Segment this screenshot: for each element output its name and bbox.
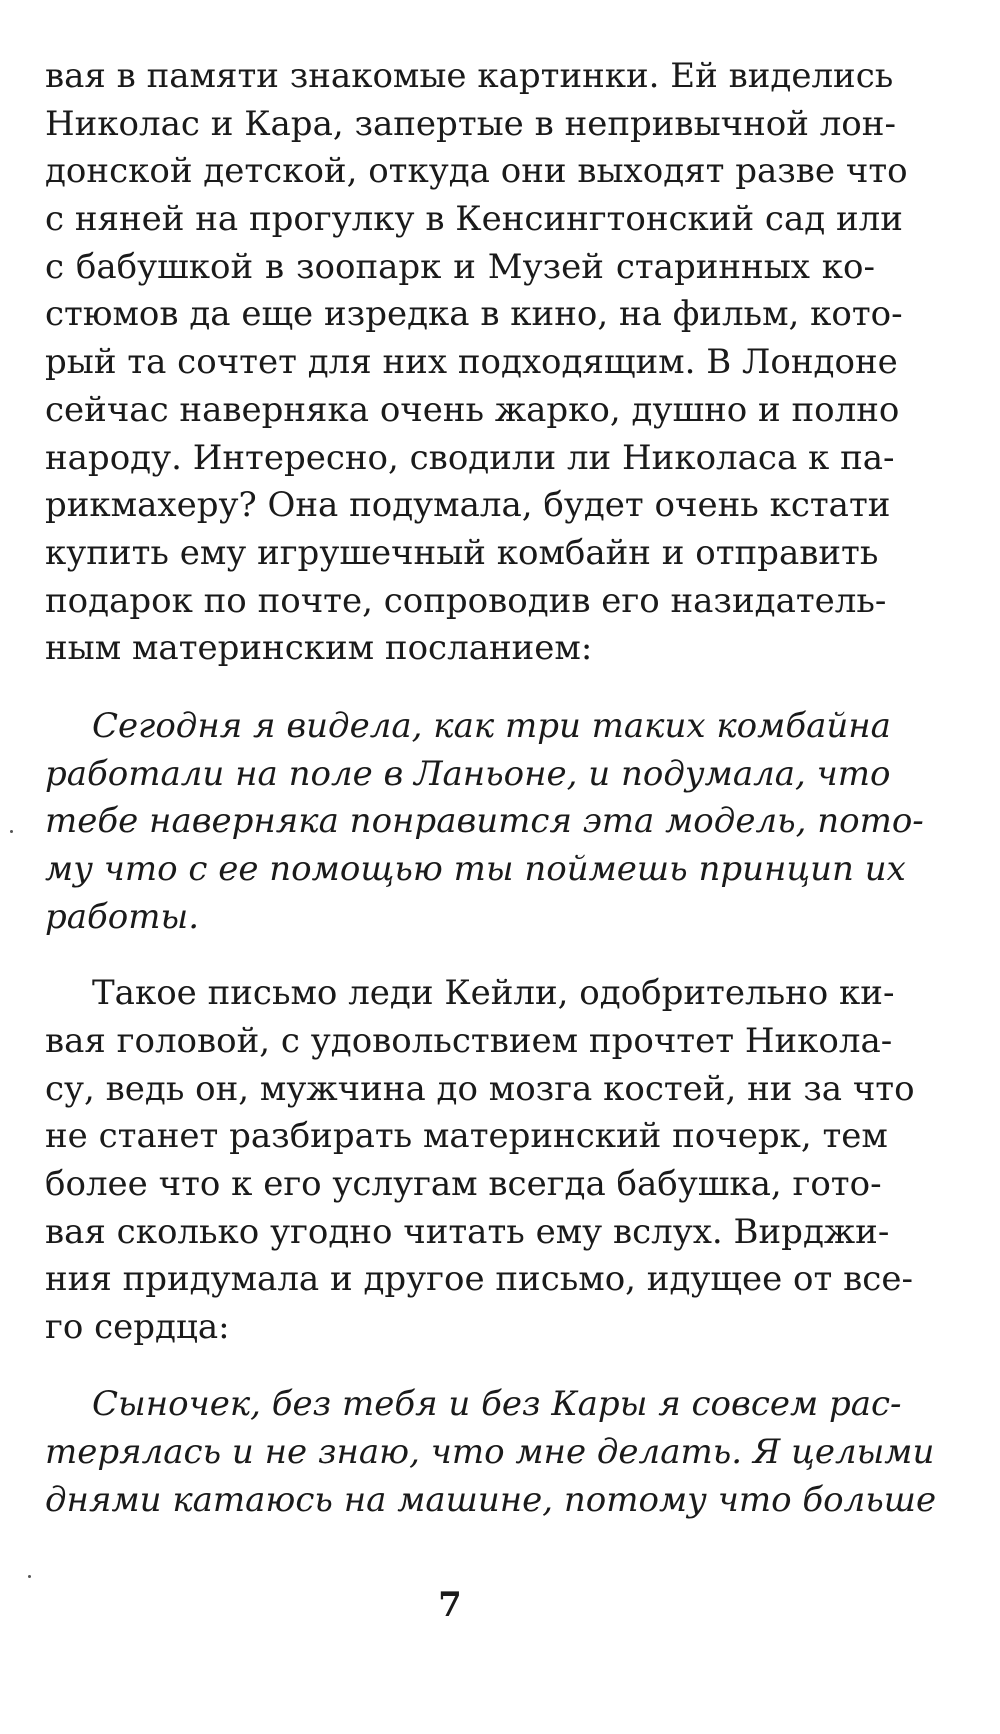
letter-line: му что с ее помощью ты поймешь принцип их xyxy=(45,849,906,889)
text-line: народу. Интересно, сводили ли Николаса к па- xyxy=(45,438,895,478)
letter-line: работали на поле в Ланьоне, и подумала, что xyxy=(45,754,891,794)
text-line: вая сколько угодно читать ему вслух. Вирджи- xyxy=(45,1212,890,1252)
letter-line: тебе наверняка понравится эта модель, пото- xyxy=(45,801,924,841)
text-line: рый та сочтет для них подходящим. В Лондоне xyxy=(45,342,898,382)
letter-line: днями катаюсь на машине, потому что больше xyxy=(45,1480,937,1520)
text-line: рикмахеру? Она подумала, будет очень кстати xyxy=(45,485,891,525)
text-line: с бабушкой в зоопарк и Музей старинных ко- xyxy=(45,247,875,287)
text-line: Такое письмо леди Кейли, одобрительно ки- xyxy=(92,973,895,1013)
text-line: Николас и Кара, запертые в непривычной лон- xyxy=(45,104,896,144)
text-line: купить ему игрушечный комбайн и отправить xyxy=(45,533,879,573)
text-line: стюмов да еще изредка в кино, на фильм, кото- xyxy=(45,294,903,334)
text-line: вая в памяти знакомые картинки. Ей виделись xyxy=(45,56,894,96)
letter-line: терялась и не знаю, что мне делать. Я целыми xyxy=(45,1432,935,1472)
letter-line: работы. xyxy=(45,897,199,937)
text-line: с няней на прогулку в Кенсингтонский сад или xyxy=(45,199,903,239)
text-line: го сердца: xyxy=(45,1307,230,1347)
text-line: ния придумала и другое письмо, идущее от все- xyxy=(45,1259,913,1299)
text-line: вая головой, с удовольствием прочтет Никола- xyxy=(45,1021,893,1061)
letter-line: Сыночек, без тебя и без Кары я совсем рас- xyxy=(92,1384,902,1424)
letter-line: Сегодня я видела, как три таких комбайна xyxy=(92,706,891,746)
text-line: сейчас наверняка очень жарко, душно и полно xyxy=(45,390,900,430)
text-line: су, ведь он, мужчина до мозга костей, ни за что xyxy=(45,1069,915,1109)
text-line: донской детской, откуда они выходят разве что xyxy=(45,151,908,191)
print-speck xyxy=(10,830,13,833)
page-number: 7 xyxy=(438,1585,462,1625)
print-speck xyxy=(28,1575,31,1578)
text-line: подарок по почте, сопроводив его назидатель- xyxy=(45,581,887,621)
text-line: не станет разбирать материнский почерк, тем xyxy=(45,1116,888,1156)
text-line: ным материнским посланием: xyxy=(45,628,593,668)
text-line: более что к его услугам всегда бабушка, гото- xyxy=(45,1164,882,1204)
